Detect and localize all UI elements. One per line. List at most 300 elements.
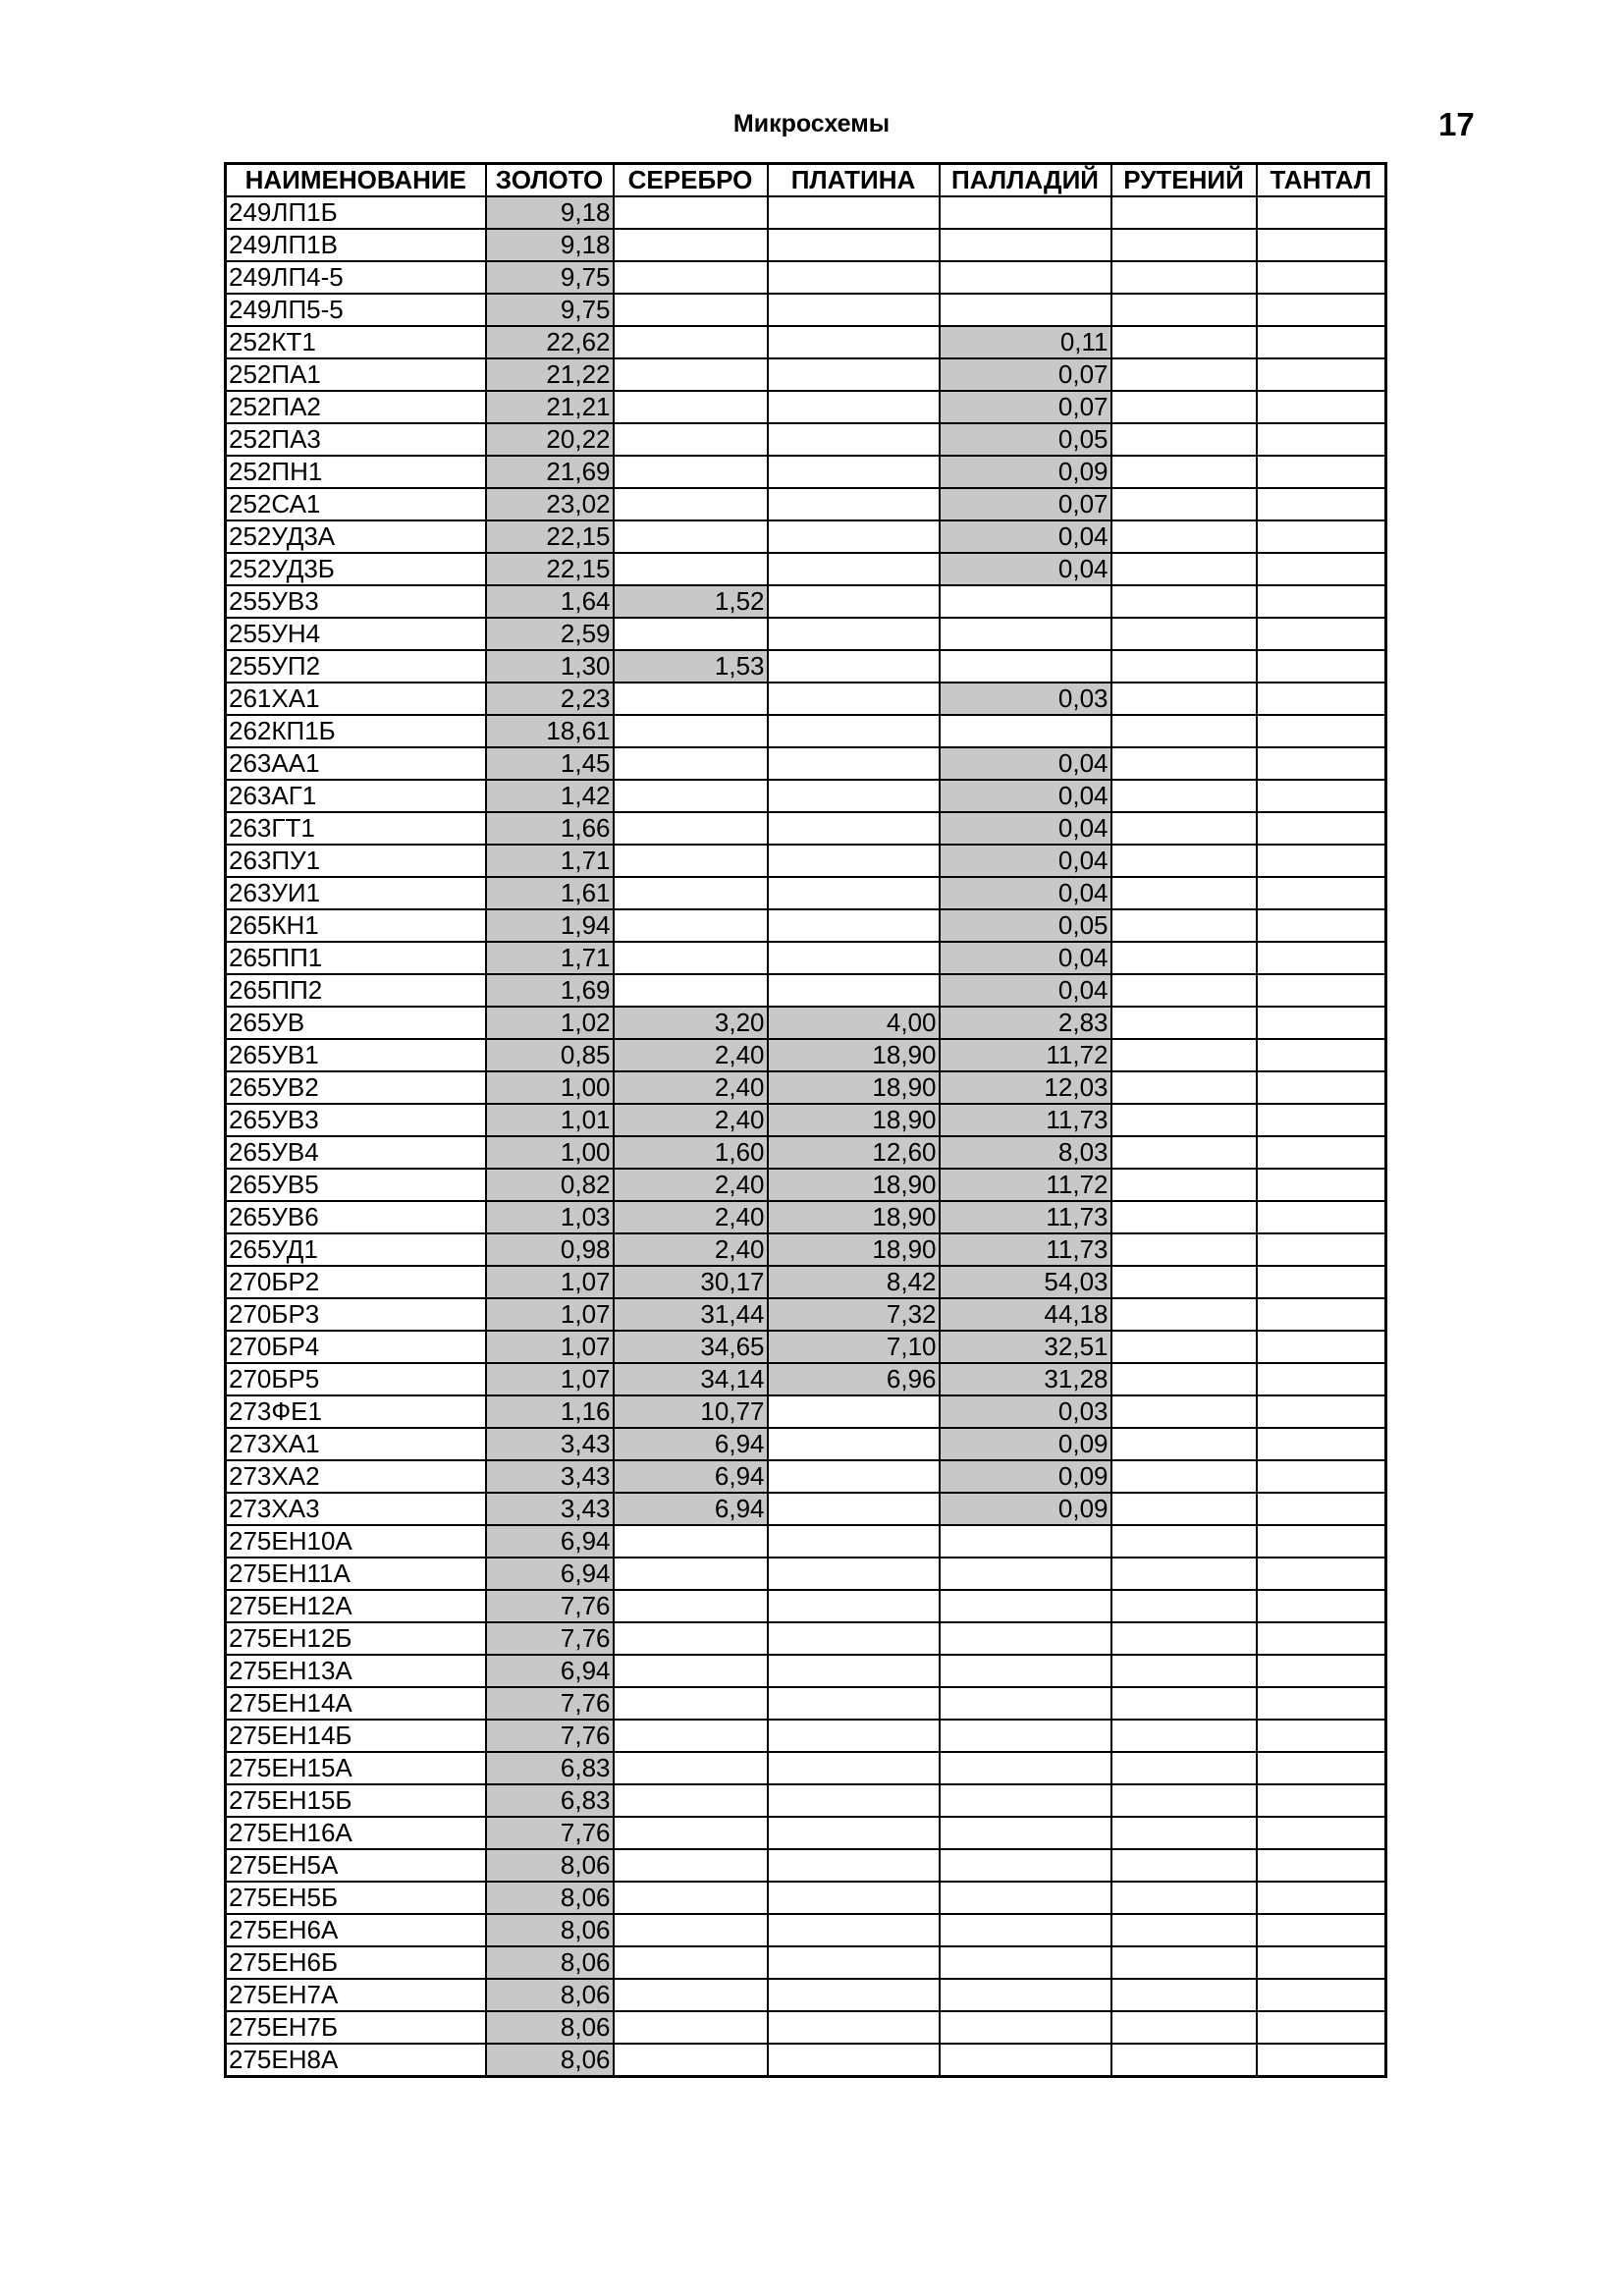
cell-name: 255УН4 xyxy=(226,618,486,650)
cell-tantalum xyxy=(1257,520,1386,553)
cell-palladium: 0,09 xyxy=(940,456,1111,488)
cell-palladium xyxy=(940,1849,1111,1882)
cell-ruthenium xyxy=(1111,488,1257,520)
cell-platinum xyxy=(768,1882,940,1914)
table-row xyxy=(226,1558,1386,1590)
cell-platinum xyxy=(768,1687,940,1720)
cell-platinum: 6,96 xyxy=(768,1363,940,1395)
cell-tantalum xyxy=(1257,1720,1386,1752)
cell-platinum xyxy=(768,294,940,326)
table-row xyxy=(226,715,1386,747)
cell-tantalum xyxy=(1257,1104,1386,1136)
cell-platinum: 18,90 xyxy=(768,1104,940,1136)
cell-platinum xyxy=(768,650,940,683)
cell-name: 275ЕН8А xyxy=(226,2044,486,2077)
cell-name: 265УД1 xyxy=(226,1233,486,1266)
table-row xyxy=(226,1460,1386,1493)
cell-palladium xyxy=(940,1687,1111,1720)
cell-platinum: 12,60 xyxy=(768,1136,940,1169)
cell-platinum xyxy=(768,1720,940,1752)
cell-platinum xyxy=(768,1395,940,1428)
cell-gold: 9,18 xyxy=(486,229,614,261)
cell-gold: 7,76 xyxy=(486,1590,614,1622)
cell-platinum xyxy=(768,423,940,456)
table-row xyxy=(226,1752,1386,1784)
metals-table xyxy=(224,162,1387,2078)
cell-platinum: 8,42 xyxy=(768,1266,940,1298)
cell-silver xyxy=(614,196,768,229)
cell-tantalum xyxy=(1257,585,1386,618)
cell-tantalum xyxy=(1257,1914,1386,1946)
cell-ruthenium xyxy=(1111,2011,1257,2044)
table-row xyxy=(226,1784,1386,1817)
cell-tantalum xyxy=(1257,488,1386,520)
cell-name: 275ЕН5Б xyxy=(226,1882,486,1914)
cell-platinum xyxy=(768,229,940,261)
cell-name: 275ЕН11А xyxy=(226,1558,486,1590)
table-row xyxy=(226,423,1386,456)
cell-tantalum xyxy=(1257,1849,1386,1882)
cell-platinum: 18,90 xyxy=(768,1201,940,1233)
cell-ruthenium xyxy=(1111,1590,1257,1622)
cell-silver xyxy=(614,1882,768,1914)
cell-palladium: 0,04 xyxy=(940,780,1111,812)
cell-tantalum xyxy=(1257,1979,1386,2011)
cell-silver xyxy=(614,1558,768,1590)
cell-palladium: 0,04 xyxy=(940,812,1111,845)
cell-platinum: 18,90 xyxy=(768,1039,940,1071)
cell-silver xyxy=(614,229,768,261)
cell-platinum xyxy=(768,1655,940,1687)
cell-palladium: 31,28 xyxy=(940,1363,1111,1395)
cell-platinum xyxy=(768,780,940,812)
cell-palladium xyxy=(940,294,1111,326)
cell-palladium: 0,04 xyxy=(940,877,1111,909)
cell-tantalum xyxy=(1257,1687,1386,1720)
cell-silver: 31,44 xyxy=(614,1298,768,1331)
cell-silver xyxy=(614,358,768,391)
table-row xyxy=(226,1266,1386,1298)
cell-silver xyxy=(614,845,768,877)
cell-ruthenium xyxy=(1111,715,1257,747)
cell-silver xyxy=(614,877,768,909)
cell-gold: 1,03 xyxy=(486,1201,614,1233)
cell-ruthenium xyxy=(1111,974,1257,1007)
table-row xyxy=(226,1882,1386,1914)
table-row xyxy=(226,1039,1386,1071)
cell-name: 275ЕН16А xyxy=(226,1817,486,1849)
cell-silver: 6,94 xyxy=(614,1428,768,1460)
cell-name: 265КН1 xyxy=(226,909,486,942)
cell-palladium: 12,03 xyxy=(940,1071,1111,1104)
cell-ruthenium xyxy=(1111,845,1257,877)
cell-ruthenium xyxy=(1111,877,1257,909)
cell-palladium xyxy=(940,1752,1111,1784)
cell-gold: 1,07 xyxy=(486,1363,614,1395)
cell-platinum: 7,10 xyxy=(768,1331,940,1363)
cell-gold: 1,61 xyxy=(486,877,614,909)
cell-tantalum xyxy=(1257,1136,1386,1169)
cell-gold: 1,66 xyxy=(486,812,614,845)
cell-ruthenium xyxy=(1111,326,1257,358)
cell-platinum xyxy=(768,456,940,488)
cell-silver xyxy=(614,812,768,845)
cell-gold: 2,23 xyxy=(486,683,614,715)
table-row xyxy=(226,974,1386,1007)
cell-ruthenium xyxy=(1111,1007,1257,1039)
table-row xyxy=(226,1493,1386,1525)
table-row xyxy=(226,812,1386,845)
cell-palladium: 0,09 xyxy=(940,1460,1111,1493)
cell-name: 265УВ5 xyxy=(226,1169,486,1201)
cell-tantalum xyxy=(1257,1558,1386,1590)
cell-silver xyxy=(614,618,768,650)
cell-tantalum xyxy=(1257,358,1386,391)
cell-name: 255УП2 xyxy=(226,650,486,683)
cell-tantalum xyxy=(1257,812,1386,845)
cell-palladium xyxy=(940,229,1111,261)
cell-name: 265УВ1 xyxy=(226,1039,486,1071)
cell-silver xyxy=(614,1752,768,1784)
cell-palladium: 32,51 xyxy=(940,1331,1111,1363)
table-row xyxy=(226,326,1386,358)
cell-gold: 7,76 xyxy=(486,1817,614,1849)
header-ruthenium: РУТЕНИЙ xyxy=(1111,164,1257,197)
table-row xyxy=(226,1946,1386,1979)
cell-ruthenium xyxy=(1111,456,1257,488)
cell-ruthenium xyxy=(1111,1395,1257,1428)
table-row xyxy=(226,1428,1386,1460)
cell-gold: 22,15 xyxy=(486,553,614,585)
cell-name: 275ЕН15Б xyxy=(226,1784,486,1817)
cell-platinum xyxy=(768,1460,940,1493)
cell-silver: 2,40 xyxy=(614,1233,768,1266)
cell-ruthenium xyxy=(1111,423,1257,456)
table-row xyxy=(226,1622,1386,1655)
cell-gold: 1,71 xyxy=(486,845,614,877)
cell-palladium: 0,03 xyxy=(940,1395,1111,1428)
cell-gold: 23,02 xyxy=(486,488,614,520)
cell-tantalum xyxy=(1257,747,1386,780)
table-row xyxy=(226,1007,1386,1039)
cell-silver: 2,40 xyxy=(614,1039,768,1071)
cell-name: 275ЕН5А xyxy=(226,1849,486,1882)
cell-palladium: 0,04 xyxy=(940,747,1111,780)
cell-silver xyxy=(614,1979,768,2011)
cell-palladium xyxy=(940,1946,1111,1979)
cell-ruthenium xyxy=(1111,812,1257,845)
cell-name: 249ЛП4-5 xyxy=(226,261,486,294)
cell-palladium xyxy=(940,1590,1111,1622)
cell-tantalum xyxy=(1257,1752,1386,1784)
cell-ruthenium xyxy=(1111,1331,1257,1363)
cell-platinum xyxy=(768,1817,940,1849)
cell-ruthenium xyxy=(1111,294,1257,326)
cell-gold: 0,82 xyxy=(486,1169,614,1201)
table-row xyxy=(226,1914,1386,1946)
cell-ruthenium xyxy=(1111,1136,1257,1169)
cell-gold: 3,43 xyxy=(486,1460,614,1493)
cell-gold: 1,30 xyxy=(486,650,614,683)
cell-silver xyxy=(614,1817,768,1849)
cell-gold: 3,43 xyxy=(486,1493,614,1525)
cell-tantalum xyxy=(1257,196,1386,229)
cell-gold: 6,83 xyxy=(486,1784,614,1817)
cell-tantalum xyxy=(1257,877,1386,909)
table-row xyxy=(226,1979,1386,2011)
table-row xyxy=(226,1071,1386,1104)
cell-ruthenium xyxy=(1111,196,1257,229)
cell-gold: 21,22 xyxy=(486,358,614,391)
cell-ruthenium xyxy=(1111,229,1257,261)
cell-tantalum xyxy=(1257,2044,1386,2077)
cell-platinum: 18,90 xyxy=(768,1169,940,1201)
cell-name: 252УД3А xyxy=(226,520,486,553)
header-name: НАИМЕНОВАНИЕ xyxy=(226,164,486,197)
cell-name: 265УВ2 xyxy=(226,1071,486,1104)
table-row xyxy=(226,488,1386,520)
cell-gold: 8,06 xyxy=(486,2011,614,2044)
cell-silver xyxy=(614,1687,768,1720)
cell-platinum xyxy=(768,942,940,974)
cell-silver: 34,65 xyxy=(614,1331,768,1363)
cell-palladium xyxy=(940,1525,1111,1558)
cell-ruthenium xyxy=(1111,520,1257,553)
cell-palladium: 11,73 xyxy=(940,1201,1111,1233)
cell-tantalum xyxy=(1257,1298,1386,1331)
cell-silver: 1,52 xyxy=(614,585,768,618)
cell-name: 265ПП2 xyxy=(226,974,486,1007)
cell-silver: 2,40 xyxy=(614,1169,768,1201)
cell-tantalum xyxy=(1257,294,1386,326)
cell-palladium: 0,09 xyxy=(940,1493,1111,1525)
cell-name: 270БР3 xyxy=(226,1298,486,1331)
header-gold: ЗОЛОТО xyxy=(486,164,614,197)
cell-gold: 1,07 xyxy=(486,1298,614,1331)
cell-name: 265УВ xyxy=(226,1007,486,1039)
cell-ruthenium xyxy=(1111,747,1257,780)
table-row xyxy=(226,942,1386,974)
cell-ruthenium xyxy=(1111,618,1257,650)
cell-silver xyxy=(614,326,768,358)
cell-gold: 18,61 xyxy=(486,715,614,747)
cell-platinum xyxy=(768,2011,940,2044)
cell-silver xyxy=(614,747,768,780)
cell-gold: 6,83 xyxy=(486,1752,614,1784)
cell-palladium: 0,07 xyxy=(940,488,1111,520)
cell-name: 270БР4 xyxy=(226,1331,486,1363)
cell-name: 275ЕН6А xyxy=(226,1914,486,1946)
cell-silver xyxy=(614,1946,768,1979)
cell-tantalum xyxy=(1257,456,1386,488)
cell-palladium xyxy=(940,1784,1111,1817)
table-row xyxy=(226,1363,1386,1395)
cell-silver xyxy=(614,1525,768,1558)
table-row xyxy=(226,1169,1386,1201)
cell-silver: 6,94 xyxy=(614,1460,768,1493)
cell-palladium xyxy=(940,1979,1111,2011)
cell-gold: 1,07 xyxy=(486,1266,614,1298)
cell-silver xyxy=(614,780,768,812)
cell-silver: 30,17 xyxy=(614,1266,768,1298)
cell-palladium: 0,09 xyxy=(940,1428,1111,1460)
cell-ruthenium xyxy=(1111,1233,1257,1266)
cell-platinum: 18,90 xyxy=(768,1233,940,1266)
cell-tantalum xyxy=(1257,1395,1386,1428)
cell-ruthenium xyxy=(1111,1622,1257,1655)
cell-tantalum xyxy=(1257,2011,1386,2044)
cell-silver xyxy=(614,1720,768,1752)
cell-name: 265ПП1 xyxy=(226,942,486,974)
cell-tantalum xyxy=(1257,1233,1386,1266)
table-row xyxy=(226,1817,1386,1849)
cell-tantalum xyxy=(1257,1525,1386,1558)
cell-name: 263УИ1 xyxy=(226,877,486,909)
cell-platinum xyxy=(768,358,940,391)
cell-gold: 0,85 xyxy=(486,1039,614,1071)
cell-ruthenium xyxy=(1111,358,1257,391)
cell-gold: 20,22 xyxy=(486,423,614,456)
table-row xyxy=(226,585,1386,618)
table-row xyxy=(226,229,1386,261)
cell-palladium: 0,04 xyxy=(940,553,1111,585)
table-row xyxy=(226,1687,1386,1720)
cell-tantalum xyxy=(1257,1817,1386,1849)
table-row xyxy=(226,520,1386,553)
table-row xyxy=(226,683,1386,715)
cell-palladium xyxy=(940,1914,1111,1946)
cell-palladium: 11,72 xyxy=(940,1169,1111,1201)
cell-ruthenium xyxy=(1111,2044,1257,2077)
cell-palladium xyxy=(940,650,1111,683)
cell-name: 275ЕН7А xyxy=(226,1979,486,2011)
cell-gold: 8,06 xyxy=(486,1882,614,1914)
cell-platinum xyxy=(768,618,940,650)
table-row xyxy=(226,1136,1386,1169)
cell-name: 275ЕН15А xyxy=(226,1752,486,1784)
cell-palladium xyxy=(940,1817,1111,1849)
cell-tantalum xyxy=(1257,1428,1386,1460)
cell-platinum xyxy=(768,1493,940,1525)
table-row xyxy=(226,1331,1386,1363)
cell-palladium xyxy=(940,1882,1111,1914)
cell-ruthenium xyxy=(1111,1266,1257,1298)
table-row xyxy=(226,1590,1386,1622)
cell-name: 275ЕН12А xyxy=(226,1590,486,1622)
cell-silver xyxy=(614,1590,768,1622)
header-platinum: ПЛАТИНА xyxy=(768,164,940,197)
cell-ruthenium xyxy=(1111,1946,1257,1979)
cell-platinum xyxy=(768,747,940,780)
cell-gold: 9,75 xyxy=(486,294,614,326)
cell-silver xyxy=(614,1655,768,1687)
cell-silver: 1,60 xyxy=(614,1136,768,1169)
cell-name: 263ПУ1 xyxy=(226,845,486,877)
table-row xyxy=(226,1525,1386,1558)
table-row xyxy=(226,1201,1386,1233)
cell-gold: 8,06 xyxy=(486,1849,614,1882)
cell-palladium: 0,07 xyxy=(940,358,1111,391)
cell-tantalum xyxy=(1257,650,1386,683)
cell-silver: 2,40 xyxy=(614,1201,768,1233)
cell-name: 273ХА1 xyxy=(226,1428,486,1460)
cell-ruthenium xyxy=(1111,1720,1257,1752)
table-row xyxy=(226,650,1386,683)
cell-name: 275ЕН14Б xyxy=(226,1720,486,1752)
cell-gold: 1,00 xyxy=(486,1136,614,1169)
cell-gold: 7,76 xyxy=(486,1622,614,1655)
cell-name: 270БР2 xyxy=(226,1266,486,1298)
cell-name: 265УВ4 xyxy=(226,1136,486,1169)
cell-gold: 1,00 xyxy=(486,1071,614,1104)
cell-name: 275ЕН12Б xyxy=(226,1622,486,1655)
cell-silver xyxy=(614,391,768,423)
cell-tantalum xyxy=(1257,229,1386,261)
cell-silver: 2,40 xyxy=(614,1071,768,1104)
cell-name: 255УВ3 xyxy=(226,585,486,618)
cell-palladium xyxy=(940,715,1111,747)
cell-name: 273ФЕ1 xyxy=(226,1395,486,1428)
cell-tantalum xyxy=(1257,1590,1386,1622)
cell-tantalum xyxy=(1257,1169,1386,1201)
cell-platinum xyxy=(768,909,940,942)
cell-gold: 2,59 xyxy=(486,618,614,650)
cell-palladium xyxy=(940,2011,1111,2044)
table-row xyxy=(226,1233,1386,1266)
cell-tantalum xyxy=(1257,1882,1386,1914)
cell-name: 252УД3Б xyxy=(226,553,486,585)
cell-silver: 2,40 xyxy=(614,1104,768,1136)
cell-gold: 8,06 xyxy=(486,1914,614,1946)
cell-ruthenium xyxy=(1111,1104,1257,1136)
cell-palladium: 8,03 xyxy=(940,1136,1111,1169)
table-row xyxy=(226,553,1386,585)
header-tantalum: ТАНТАЛ xyxy=(1257,164,1386,197)
cell-palladium: 0,05 xyxy=(940,909,1111,942)
cell-silver xyxy=(614,553,768,585)
cell-silver xyxy=(614,2044,768,2077)
cell-gold: 1,42 xyxy=(486,780,614,812)
cell-ruthenium xyxy=(1111,1558,1257,1590)
cell-ruthenium xyxy=(1111,1363,1257,1395)
cell-gold: 8,06 xyxy=(486,2044,614,2077)
cell-name: 275ЕН14А xyxy=(226,1687,486,1720)
cell-name: 252СА1 xyxy=(226,488,486,520)
cell-palladium xyxy=(940,1720,1111,1752)
cell-name: 275ЕН10А xyxy=(226,1525,486,1558)
header-palladium: ПАЛЛАДИЙ xyxy=(940,164,1111,197)
cell-palladium xyxy=(940,1622,1111,1655)
cell-platinum xyxy=(768,1428,940,1460)
table-row xyxy=(226,845,1386,877)
table-row xyxy=(226,780,1386,812)
cell-palladium xyxy=(940,196,1111,229)
cell-palladium xyxy=(940,1655,1111,1687)
cell-tantalum xyxy=(1257,942,1386,974)
cell-silver xyxy=(614,1849,768,1882)
cell-name: 252ПН1 xyxy=(226,456,486,488)
table-row xyxy=(226,294,1386,326)
cell-silver: 1,53 xyxy=(614,650,768,683)
cell-ruthenium xyxy=(1111,1914,1257,1946)
cell-name: 252ПА1 xyxy=(226,358,486,391)
cell-tantalum xyxy=(1257,1201,1386,1233)
cell-gold: 22,15 xyxy=(486,520,614,553)
cell-ruthenium xyxy=(1111,1882,1257,1914)
cell-tantalum xyxy=(1257,780,1386,812)
cell-platinum xyxy=(768,196,940,229)
cell-platinum: 18,90 xyxy=(768,1071,940,1104)
